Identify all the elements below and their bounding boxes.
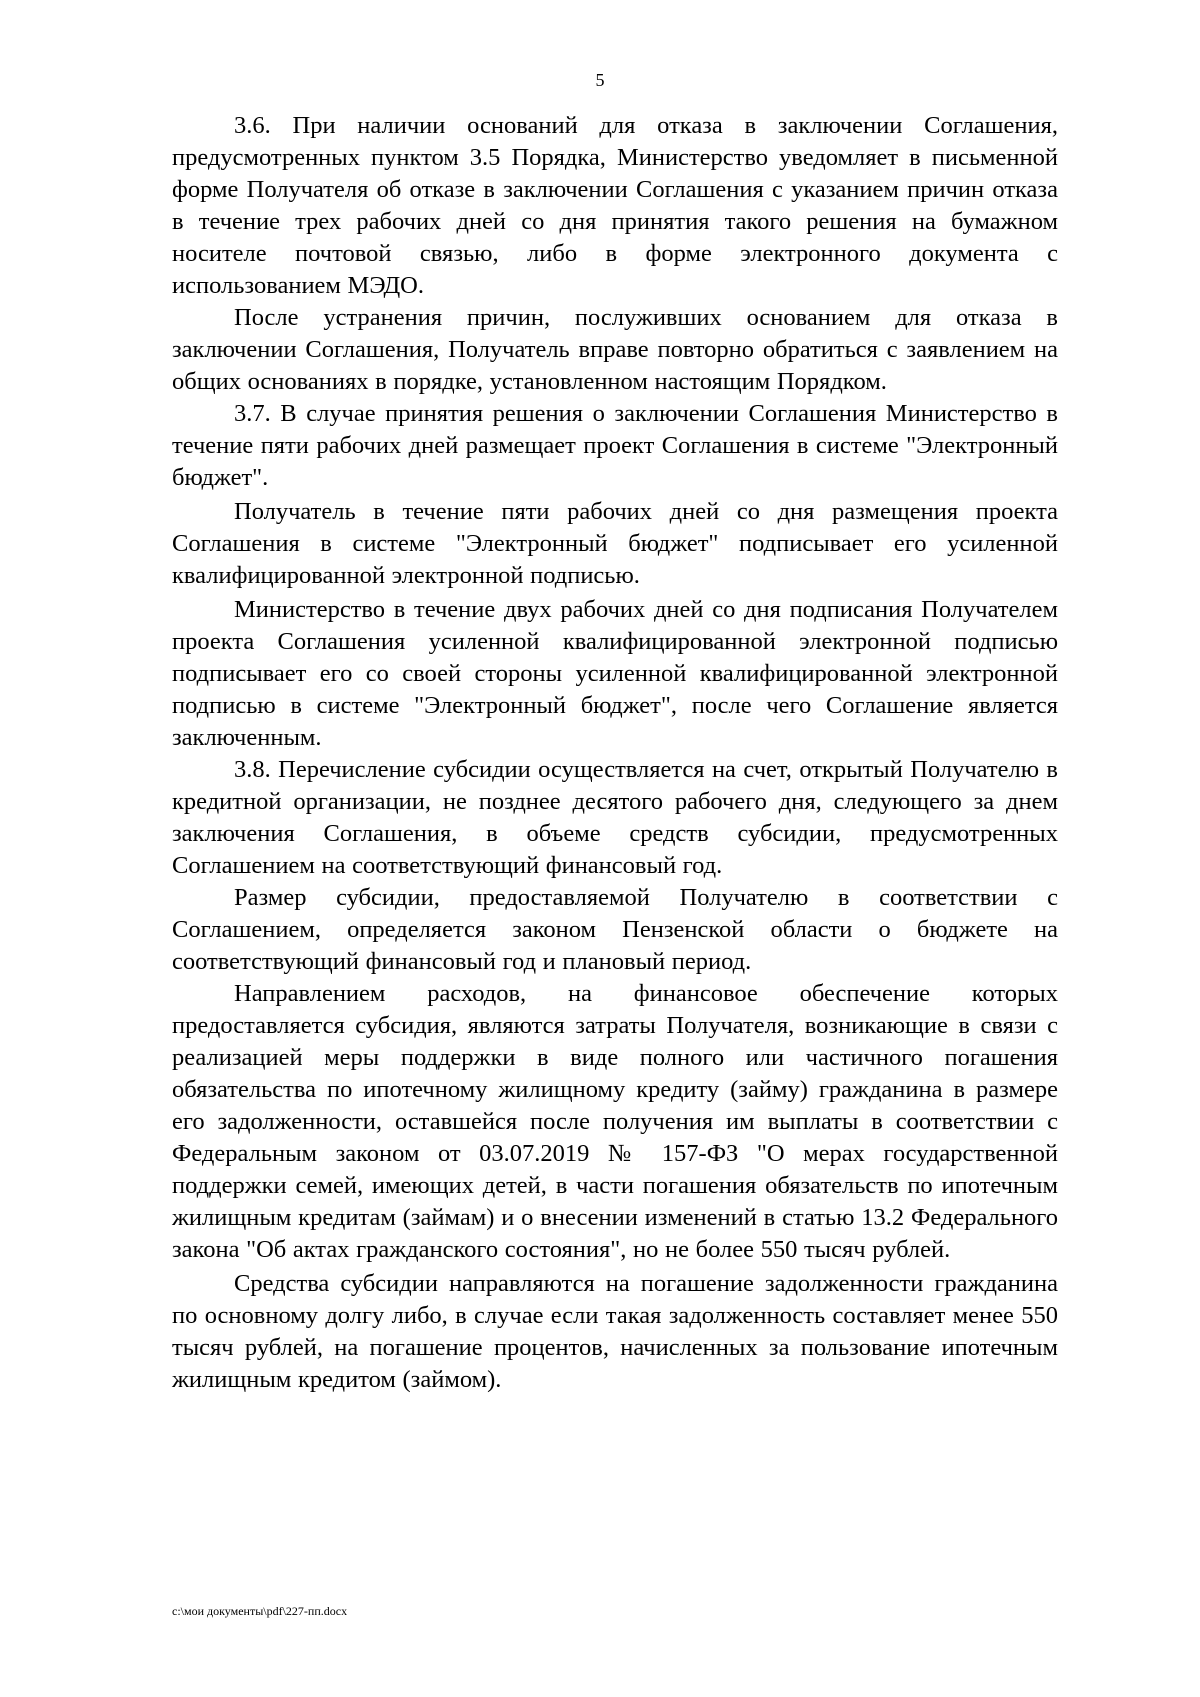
paragraph-ministry-signing: Министерство в течение двух рабочих дней со дня подписания Получателем проекта Соглашения усиленной квалифицированной электронной подписью подписывает его со своей стороны усиленной квалифицированной электронной подписью в системе "Электронный бюджет", после чего Соглашение является заключенным. [172, 596, 1058, 751]
document-body [172, 110, 1058, 1396]
paragraph-recipient-signing: Получатель в течение пяти рабочих дней со дня размещения проекта Соглашения в системе "Электронный бюджет" подписывает его усиленной квалифицированной электронной подписью. [172, 498, 1058, 589]
paragraph-subsidy-use: Средства субсидии направляются на погашение задолженности гражданина по основному долгу либо, в случае если такая задолженность составляет менее 550 тысяч рублей, на погашение процентов, начисленных за пользование ипотечным жилищным кредитом (займом). [172, 1270, 1058, 1393]
paragraph-expense-direction: Направлением расходов, на финансовое обеспечение которых предоставляется субсидия, являются затраты Получателя, возникающие в связи с реализацией меры поддержки в виде полного или частичного погашения обязательства по ипотечному жилищному кредиту (займу) гражданина в размере его задолженности, оставшейся после получения им выплаты в соответствии с Федеральным законом от 03.07.2019 № 157-ФЗ "О мерах государственной поддержки семей, имеющих детей, в части погашения обязательств по ипотечным жилищным кредитам (займам) и о внесении изменений в статью 13.2 Федерального закона "Об актах гражданского состояния", но не более 550 тысяч рублей. [172, 980, 1058, 1263]
paragraph-3-6: 3.6. При наличии оснований для отказа в заключении Соглашения, предусмотренных пунктом 3.5 Порядка, Министерство уведомляет в письменной форме Получателя об отказе в заключении Соглашения с указанием причин отказа в течение трех рабочих дней со дня принятия такого решения на бумажном носителе почтовой связью, либо в форме электронного документа с использованием МЭДО. [172, 112, 1058, 299]
footer-file-path: c:\мои документы\pdf\227-пп.docx [172, 1604, 348, 1618]
paragraph-subsidy-amount: Размер субсидии, предоставляемой Получателю в соответствии с Соглашением, определяется законом Пензенской области о бюджете на соответствующий финансовый год и плановый период. [172, 884, 1058, 975]
paragraph-re-application: После устранения причин, послуживших основанием для отказа в заключении Соглашения, Получатель вправе повторно обратиться с заявлением на общих основаниях в порядке, установленном настоящим Порядком. [172, 304, 1058, 395]
paragraph-3-8: 3.8. Перечисление субсидии осуществляется на счет, открытый Получателю в кредитной организации, не позднее десятого рабочего дня, следующего за днем заключения Соглашения, в объеме средств субсидии, предусмотренных Соглашением на соответствующий финансовый год. [172, 756, 1058, 879]
paragraph-3-7: 3.7. В случае принятия решения о заключении Соглашения Министерство в течение пяти рабочих дней размещает проект Соглашения в системе "Электронный бюджет". [172, 400, 1058, 491]
page-number: 5 [595, 70, 605, 90]
